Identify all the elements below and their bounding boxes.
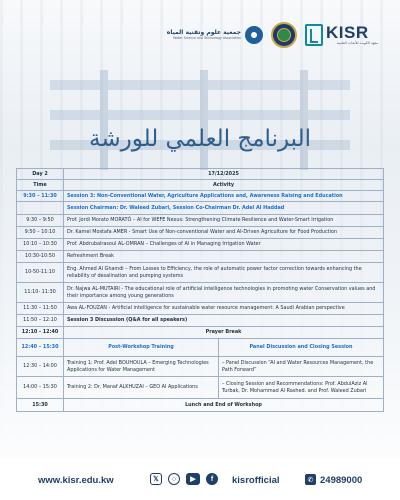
lunch-end: Lunch and End of Workshop: [64, 399, 384, 412]
kisr-mark-icon: [305, 24, 323, 46]
table-row: [17, 191, 384, 202]
row-activity: Refreshment Break: [64, 251, 384, 263]
row-activity: Session Chairman: Dr. Waleed Zubari, Session Co-Chairman Dr. Adel Al Haddad: [64, 202, 384, 215]
time-header: Time: [17, 180, 64, 191]
date-label: 17/12/2025: [64, 169, 384, 180]
table-row: [17, 180, 384, 191]
panel-header: Panel Discussion and Closing Session: [219, 339, 384, 357]
table-row: [17, 283, 384, 303]
row-time: [17, 202, 64, 215]
gcc-emblem-icon: [271, 22, 297, 48]
table-row: [17, 303, 384, 315]
row-activity: Session 3 Discussion (Q&A for all speakers): [64, 315, 384, 327]
table-row: [17, 315, 384, 327]
row-time: 9:30 – 9:50: [17, 215, 64, 227]
youtube-icon[interactable]: ▶: [186, 473, 200, 485]
activity-header: Activity: [64, 180, 384, 191]
row-time: 12:30 – 14:00: [17, 357, 64, 377]
kisr-subtitle: معهد الكويت للأبحاث العلمية: [336, 41, 378, 46]
table-row: [17, 251, 384, 263]
prayer-break: Prayer Break: [64, 327, 384, 339]
row-time: 10-50-11:10: [17, 263, 64, 283]
wsta-logo: [167, 26, 263, 44]
row-time: 11:50 – 12:10: [17, 315, 64, 327]
post-time: 12:40 – 15:30: [17, 339, 64, 357]
row-time: 9:30 – 11:30: [17, 191, 64, 202]
prayer-time: 12:10 - 12:40: [17, 327, 64, 339]
social-handle[interactable]: kisrofficial: [232, 475, 280, 486]
table-row: [17, 169, 384, 180]
gear-icon: [245, 26, 263, 44]
training-cell: Training 2: Dr. Manaf ALKHUZAI – GEO AI Applications: [64, 377, 219, 399]
table-row: [17, 357, 384, 377]
instagram-icon[interactable]: ○: [168, 473, 180, 485]
table-row: [17, 215, 384, 227]
table-row: [17, 327, 384, 339]
day-label: Day 2: [17, 169, 64, 180]
row-activity: Prof. Jordi Morato MORATÓ – AI for WEFE Nexus: Strengthening Climate Resilience and Water-Smart Irrigation: [64, 215, 384, 227]
table-row: [17, 399, 384, 412]
post-training-header: Post-Workshop Training: [64, 339, 219, 357]
program-table: [16, 168, 384, 412]
table-row: [17, 239, 384, 251]
kisr-name: KISR: [326, 23, 369, 43]
kisr-logo: [305, 24, 378, 46]
wsta-name-english: Water Science and Technology Association: [173, 35, 241, 40]
lunch-time: 15:30: [17, 399, 64, 412]
table-row: [17, 339, 384, 357]
facebook-icon[interactable]: f: [206, 473, 218, 485]
row-time: 10:30-10:50: [17, 251, 64, 263]
phone-icon: ✆: [305, 474, 316, 485]
row-time: 11:30 – 11:50: [17, 303, 64, 315]
table-row: [17, 263, 384, 283]
x-icon[interactable]: 𝕏: [150, 473, 162, 485]
page-title: البرنامج العلمي للورشة: [88, 126, 311, 152]
panel-cell: – Panel Discussion “AI and Water Resources Management, the Path Forward”: [219, 357, 384, 377]
website-link[interactable]: www.kisr.edu.kw: [38, 475, 114, 486]
row-activity: Awa AL-FOUZAN - Artificial intelligence for sustainable water resource management: A Saudi Arabian perspective: [64, 303, 384, 315]
table-row: [17, 202, 384, 215]
training-cell: Training 1: Prof. Adel BOUHOULA – Emerging Technologies Applications for Water Management: [64, 357, 219, 377]
pipes-illustration: [40, 60, 360, 180]
row-activity: Eng. Ahmed Al Ghamdi – From Losses to Efficiency, the role of automatic power factor correction towards enhancing the reliability of desalination and pumping systems: [64, 263, 384, 283]
table-row: [17, 227, 384, 239]
panel-cell: – Closing Session and Recommendations: Prof. AbdulAziz Al Turbak, Dr. Mohammad Al Rashed. and Prof. Waleed Zubari: [219, 377, 384, 399]
row-time: 11:10- 11:30: [17, 283, 64, 303]
row-activity: Dr. Najwa AL-MUTAIRI - The educational role of artificial intelligence technologies in promoting water Conservation values and their importance among young generations: [64, 283, 384, 303]
phone-number[interactable]: 24989000: [320, 475, 363, 486]
social-icons: [150, 473, 218, 485]
row-time: 14:00 – 15:30: [17, 377, 64, 399]
wsta-name-arabic: جمعية علوم وتقنية المياه: [166, 28, 241, 36]
table-row: [17, 377, 384, 399]
row-time: 10:10 – 10:30: [17, 239, 64, 251]
header-logos: [167, 22, 378, 48]
row-activity: Prof. Abdrubalrasoul AL-OMRAN – Challenges of AI in Managing Irrigation Water: [64, 239, 384, 251]
row-activity: Session 3: Non-Conventional Water, Agriculture Applications and, Awareness Raising and Education: [64, 191, 384, 202]
row-time: 9:50 – 10:10: [17, 227, 64, 239]
row-activity: Dr. Kamel Mostafa AMER - Smart Use of Non-conventional Water and AI-Driven Agriculture for Food Production: [64, 227, 384, 239]
